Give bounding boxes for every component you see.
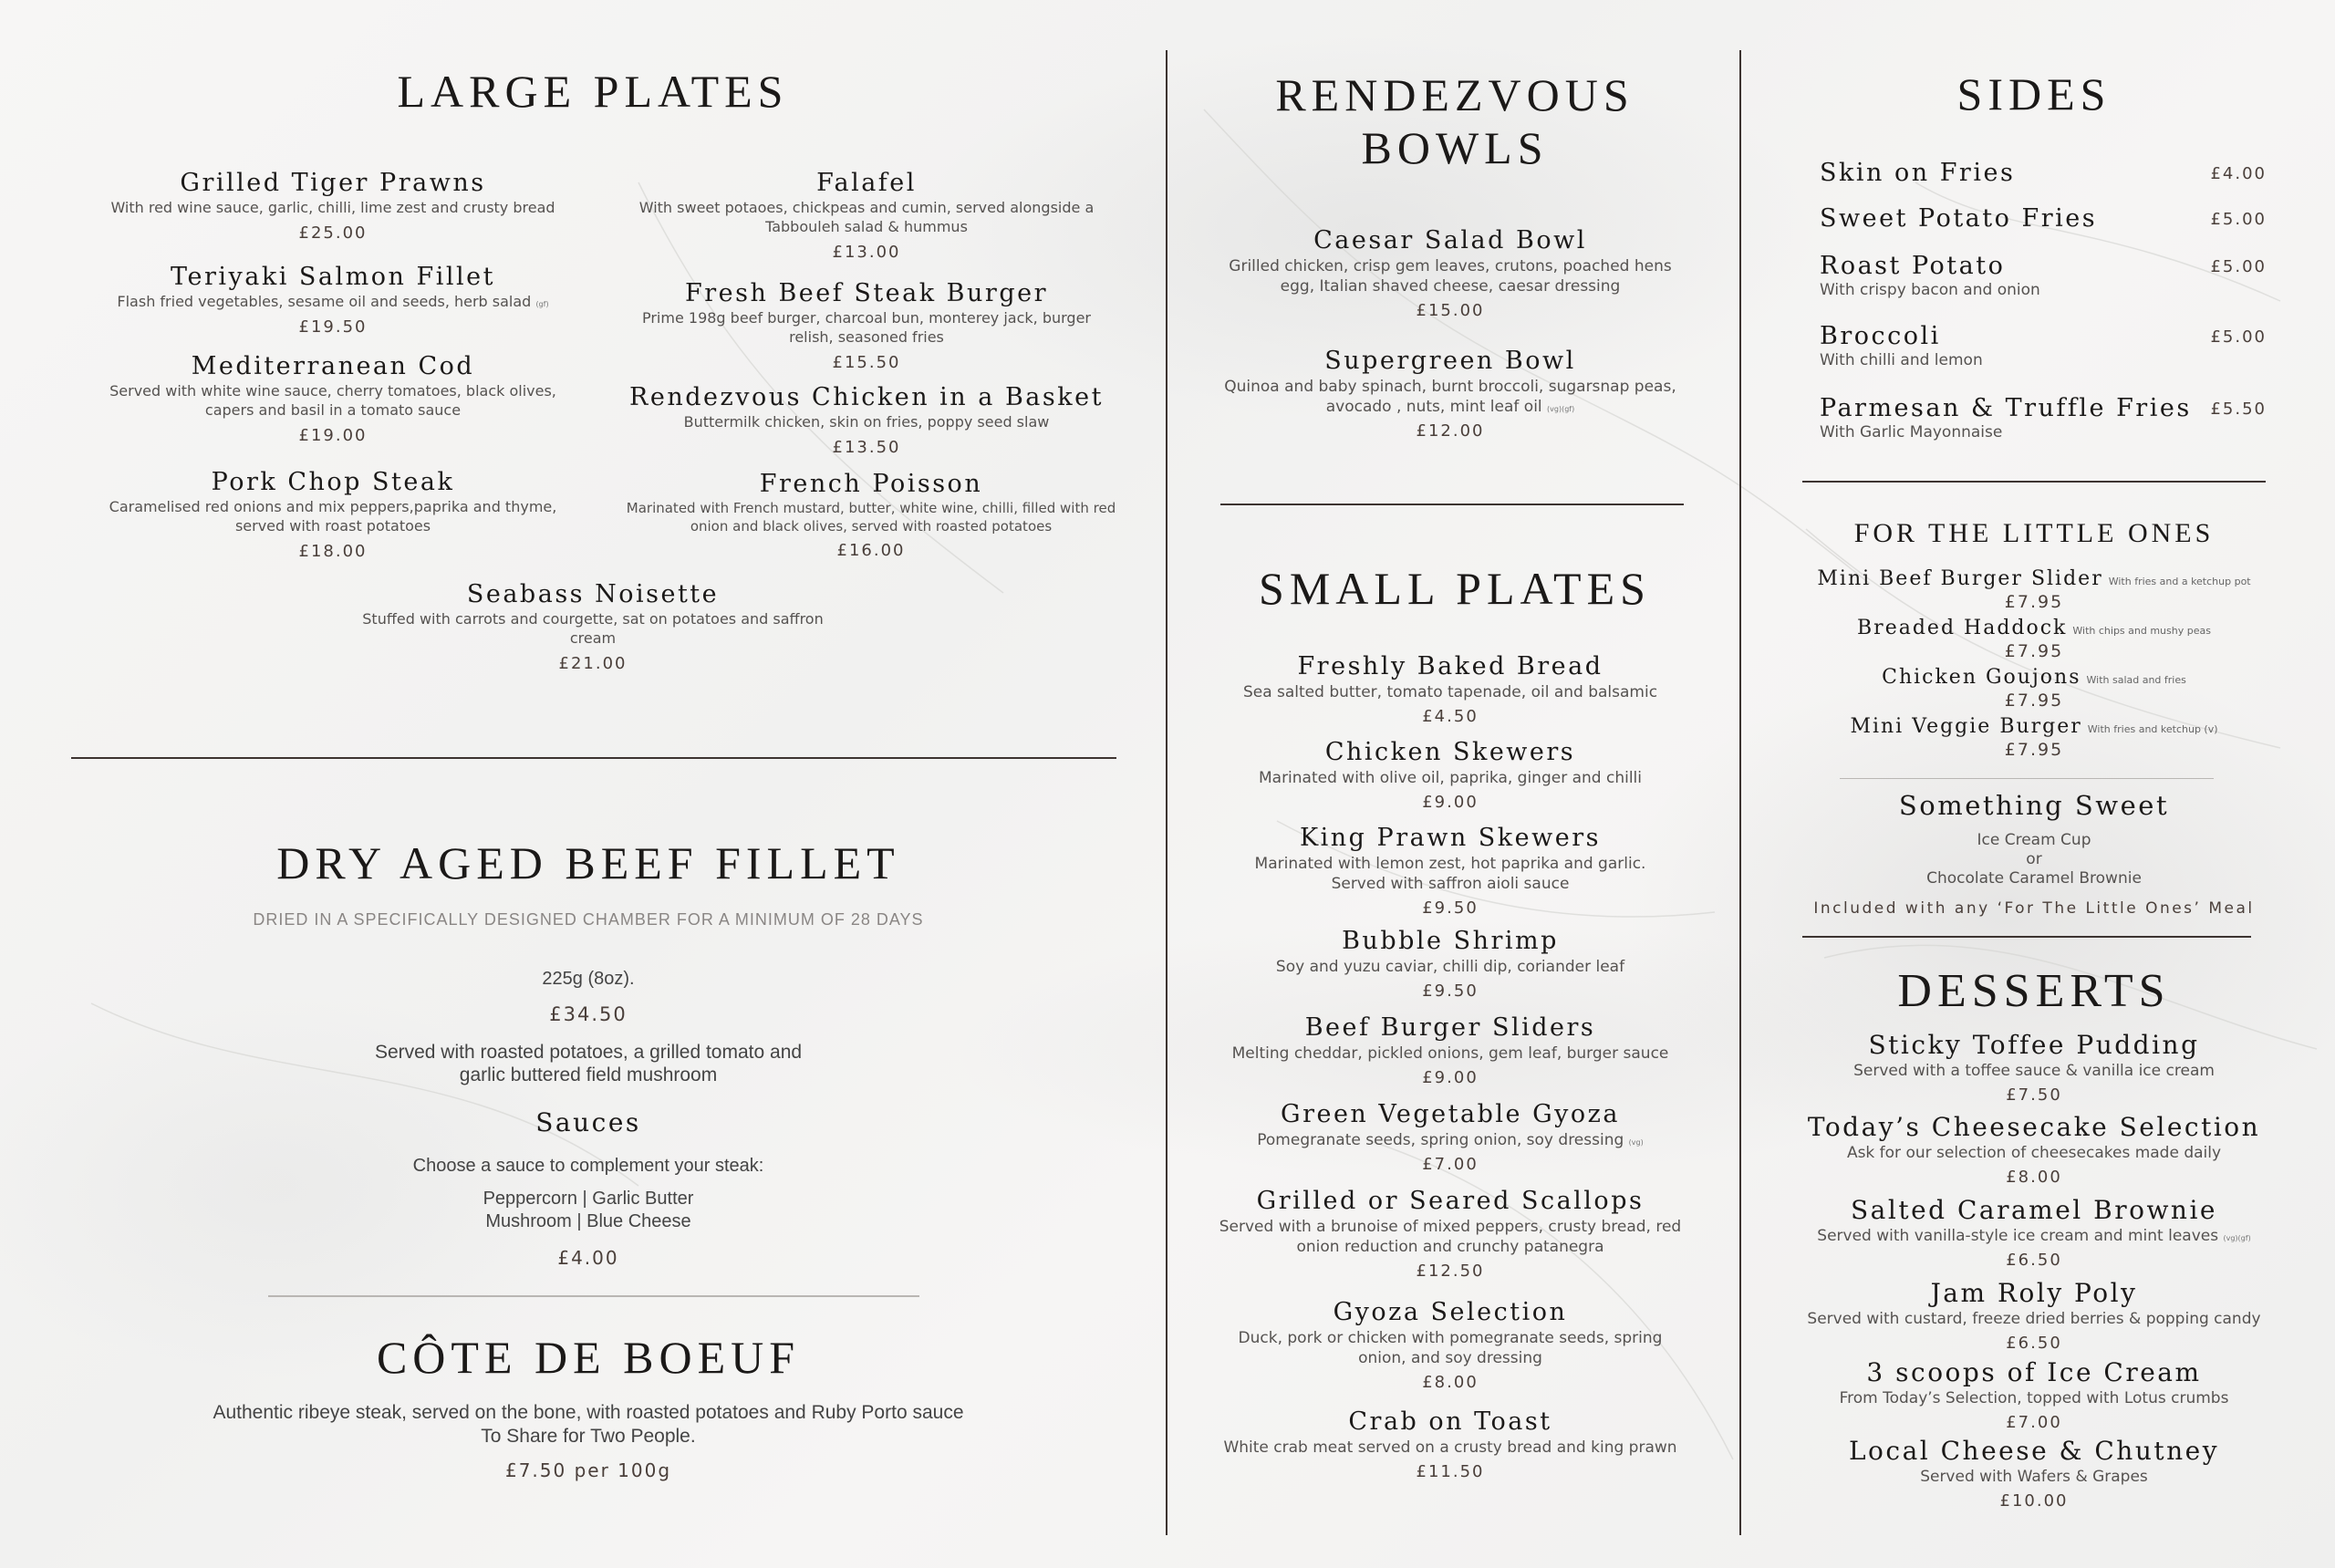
item-description: Melting cheddar, pickled onions, gem leaf, burger sauce bbox=[1231, 1044, 1669, 1064]
menu-item bbox=[1195, 652, 1706, 726]
item-name: Mini Veggie Burger bbox=[1850, 715, 2082, 738]
item-description: Sea salted butter, tomato tapenade, oil and balsamic bbox=[1242, 683, 1658, 702]
item-description: Marinated with lemon zest, hot paprika and garlic. Served with saffron aioli sauce bbox=[1254, 855, 1646, 894]
item-description: Grilled chicken, crisp gem leaves, crutons, poached hens egg, Italian shaved cheese, caesar dressing bbox=[1229, 257, 1672, 296]
section-title-small-plates: SMALL PLATES bbox=[1259, 563, 1651, 614]
item-description: Served with custard, freeze dried berries & popping candy bbox=[1807, 1310, 2261, 1329]
item-name: Falafel bbox=[816, 169, 917, 197]
item-description: Buttermilk chicken, skin on fries, poppy seed slaw bbox=[683, 413, 1050, 431]
dietary-tag: (vg)(gf) bbox=[1547, 405, 1575, 414]
item-name: Mediterranean Cod bbox=[191, 352, 475, 380]
item-price: £9.50 bbox=[1422, 898, 1479, 919]
column-divider-left bbox=[1166, 50, 1168, 1535]
dietary-tag: (vg) bbox=[1628, 1138, 1644, 1147]
item-name: Mini Beef Burger Slider bbox=[1817, 567, 2103, 590]
dry-aged-price: £34.50 bbox=[549, 1003, 628, 1025]
item-description bbox=[82, 293, 584, 312]
kids-item bbox=[1792, 715, 2276, 760]
item-price: £19.00 bbox=[298, 425, 368, 445]
item-price: £13.50 bbox=[832, 437, 901, 457]
item-name: Breaded Haddock bbox=[1857, 617, 2068, 639]
section-title-little-ones: FOR THE LITTLE ONES bbox=[1853, 518, 2215, 548]
item-price: £6.50 bbox=[2006, 1251, 2062, 1271]
item-description-text: Quinoa and baby spinach, burnt broccoli, sugarsnap peas, avocado , nuts, mint leaf oil bbox=[1224, 378, 1676, 417]
item-price: £7.95 bbox=[2004, 641, 2064, 662]
item-name: Sweet Potato Fries bbox=[1820, 204, 2098, 233]
item-description: Duck, pork or chicken with pomegranate seeds, spring onion, and soy dressing bbox=[1238, 1329, 1663, 1368]
section-title-bowls bbox=[1186, 68, 1724, 174]
item-name: Crab on Toast bbox=[1348, 1407, 1552, 1436]
cote-price: £7.50 per 100g bbox=[504, 1459, 672, 1481]
dry-aged-weight: 225g (8oz). bbox=[542, 969, 635, 989]
cote-desc-line1: Authentic ribeye steak, served on the bone, with roasted potatoes and Ruby Porto sauce bbox=[213, 1402, 964, 1423]
sauces-title: Sauces bbox=[535, 1107, 641, 1137]
item-name: Parmesan & Truffle Fries bbox=[1820, 394, 2192, 422]
item-description: Stuffed with carrots and courgette, sat on potatoes and saffron cream bbox=[362, 610, 824, 647]
item-description: With chilli and lemon bbox=[1820, 351, 1983, 370]
something-sweet-or: or bbox=[2026, 850, 2042, 868]
item-name: Freshly Baked Bread bbox=[1297, 652, 1603, 680]
item-price: £8.00 bbox=[1422, 1373, 1479, 1393]
item-price: £5.00 bbox=[2210, 327, 2267, 347]
item-description: With salad and fries bbox=[2086, 674, 2186, 686]
menu-item bbox=[91, 352, 575, 445]
item-name: French Poisson bbox=[759, 470, 983, 498]
item-name: Grilled Tiger Prawns bbox=[180, 169, 486, 197]
item-name: Chicken Skewers bbox=[1324, 738, 1576, 766]
item-name: Chicken Goujons bbox=[1882, 666, 2081, 689]
cote-desc-line2: To Share for Two People. bbox=[481, 1426, 696, 1447]
dry-aged-served-line1: Served with roasted potatoes, a grilled tomato and bbox=[374, 1042, 803, 1063]
sauces-price: £4.00 bbox=[557, 1247, 619, 1269]
menu-item bbox=[1195, 347, 1706, 441]
sauces-line2: Mushroom | Blue Cheese bbox=[485, 1211, 691, 1231]
bowls-title-line1: RENDEZVOUS bbox=[1275, 69, 1634, 120]
item-price: £9.00 bbox=[1422, 793, 1479, 813]
item-name: 3 scoops of Ice Cream bbox=[1866, 1357, 2202, 1387]
item-price: £7.95 bbox=[2004, 740, 2064, 761]
item-name: Local Cheese & Chutney bbox=[1848, 1436, 2220, 1466]
kids-item bbox=[1792, 567, 2276, 612]
side-item bbox=[1820, 322, 2267, 370]
item-price: £9.00 bbox=[1422, 1068, 1479, 1088]
item-description: Served with white wine sauce, cherry tomatoes, black olives, capers and basil in a tomato sauce bbox=[109, 382, 556, 419]
item-name: Jam Roly Poly bbox=[1930, 1278, 2138, 1308]
item-description: With fries and a ketchup pot bbox=[2108, 576, 2251, 587]
section-title-desserts: DESSERTS bbox=[1897, 965, 2171, 1017]
item-price: £5.50 bbox=[2210, 400, 2267, 419]
menu-item bbox=[1195, 226, 1706, 320]
side-item bbox=[1820, 252, 2267, 300]
something-sweet-note: Included with any ‘For The Little Ones’ Meal bbox=[1813, 899, 2255, 918]
item-price: £15.50 bbox=[832, 352, 901, 372]
menu-item bbox=[1195, 1187, 1706, 1281]
item-name: Rendezvous Chicken in a Basket bbox=[629, 383, 1104, 411]
menu-item bbox=[620, 470, 1122, 560]
item-name: Seabass Noisette bbox=[466, 580, 720, 608]
menu-item bbox=[1195, 927, 1706, 1001]
item-name: Caesar Salad Bowl bbox=[1313, 226, 1587, 254]
item-description: From Today’s Selection, topped with Lotus crumbs bbox=[1839, 1389, 2229, 1408]
menu-item bbox=[620, 169, 1113, 262]
item-description bbox=[1195, 377, 1706, 417]
item-price: £7.00 bbox=[2006, 1413, 2062, 1433]
item-description: White crab meat served on a crusty bread and king prawn bbox=[1223, 1438, 1677, 1458]
dietary-tag: (vg)(gf) bbox=[2223, 1234, 2251, 1243]
item-description: With fries and ketchup (v) bbox=[2087, 723, 2218, 735]
something-sweet-title: Something Sweet bbox=[1898, 790, 2170, 821]
item-name: Bubble Shrimp bbox=[1342, 927, 1559, 955]
item-name: King Prawn Skewers bbox=[1299, 824, 1601, 852]
dry-aged-served-line2: garlic buttered field mushroom bbox=[459, 1064, 718, 1085]
dessert-item bbox=[1779, 1358, 2289, 1432]
item-name: Roast Potato bbox=[1820, 252, 2006, 280]
bowls-title-line2: BOWLS bbox=[1361, 122, 1549, 173]
item-description: Served with a toffee sauce & vanilla ice cream bbox=[1853, 1062, 2215, 1081]
menu-item bbox=[1195, 738, 1706, 812]
menu-item bbox=[1195, 1013, 1706, 1087]
item-description: Ask for our selection of cheesecakes made daily bbox=[1846, 1144, 2222, 1163]
item-description: With chips and mushy peas bbox=[2072, 625, 2211, 637]
item-description bbox=[1779, 1226, 2289, 1246]
item-price: £7.95 bbox=[2004, 691, 2064, 711]
item-name: Gyoza Selection bbox=[1333, 1298, 1568, 1326]
item-price: £7.50 bbox=[2006, 1085, 2062, 1106]
item-name: Green Vegetable Gyoza bbox=[1281, 1100, 1620, 1128]
divider-large-plates bbox=[71, 757, 1116, 759]
menu-item bbox=[82, 169, 584, 243]
menu-item bbox=[1195, 1100, 1706, 1174]
item-price: £18.00 bbox=[298, 541, 368, 561]
section-title-sides: SIDES bbox=[1956, 68, 2112, 119]
item-name: Pork Chop Steak bbox=[211, 468, 455, 496]
item-price: £11.50 bbox=[1416, 1462, 1485, 1482]
item-name: Broccoli bbox=[1820, 322, 1941, 350]
item-price: £9.50 bbox=[1422, 981, 1479, 1002]
menu-item bbox=[620, 279, 1113, 372]
item-description: Served with a brunoise of mixed peppers, crusty bread, red onion reduction and crunchy patanegra bbox=[1219, 1218, 1682, 1257]
dessert-item bbox=[1779, 1437, 2289, 1511]
item-description: Soy and yuzu caviar, chilli dip, coriander leaf bbox=[1275, 958, 1625, 977]
divider-little-ones-bottom bbox=[1802, 936, 2251, 938]
dry-aged-subtitle: DRIED IN A SPECIFICALLY DESIGNED CHAMBER FOR A MINIMUM OF 28 DAYS bbox=[253, 910, 924, 929]
item-description: Marinated with French mustard, butter, white wine, chilli, filled with red onion and black olives, served with roasted potatoes bbox=[626, 500, 1116, 535]
item-price: £12.50 bbox=[1416, 1262, 1485, 1282]
item-price: £5.00 bbox=[2210, 257, 2267, 276]
kids-item bbox=[1792, 666, 2276, 711]
item-description: Prime 198g beef burger, charcoal bun, monterey jack, burger relish, seasoned fries bbox=[641, 309, 1091, 346]
item-price: £4.00 bbox=[2210, 164, 2267, 183]
item-description: With sweet potaoes, chickpeas and cumin, served alongside a Tabbouleh salad & hummus bbox=[638, 199, 1095, 235]
item-price: £4.50 bbox=[1422, 707, 1479, 727]
divider-bowls bbox=[1220, 504, 1684, 505]
dietary-tag: (gf) bbox=[535, 300, 549, 309]
item-name: Today’s Cheesecake Selection bbox=[1807, 1112, 2261, 1142]
menu-item bbox=[82, 263, 584, 337]
section-title-large-plates: LARGE PLATES bbox=[397, 66, 789, 117]
item-description: Served with Wafers & Grapes bbox=[1920, 1468, 2148, 1487]
divider-sides bbox=[1802, 481, 2266, 483]
menu-item bbox=[91, 468, 575, 561]
side-item bbox=[1820, 159, 2267, 187]
column-divider-right bbox=[1739, 50, 1741, 1535]
item-description: With crispy bacon and onion bbox=[1820, 281, 2040, 300]
sauces-line1: Peppercorn | Garlic Butter bbox=[483, 1189, 694, 1209]
item-price: £15.00 bbox=[1416, 301, 1485, 321]
kids-item bbox=[1792, 617, 2276, 661]
side-item bbox=[1820, 394, 2267, 442]
item-description-text: Pomegranate seeds, spring onion, soy dressing bbox=[1257, 1131, 1624, 1150]
item-name: Grilled or Seared Scallops bbox=[1256, 1187, 1645, 1215]
item-description: With Garlic Mayonnaise bbox=[1820, 423, 2003, 442]
something-sweet-option-2: Chocolate Caramel Brownie bbox=[1926, 869, 2142, 888]
item-price: £8.00 bbox=[2006, 1168, 2062, 1188]
section-title-dry-aged-beef: DRY AGED BEEF FILLET bbox=[276, 837, 900, 888]
menu-item bbox=[1195, 1407, 1706, 1481]
something-sweet-option-1: Ice Cream Cup bbox=[1977, 831, 2091, 849]
item-price: £19.50 bbox=[298, 317, 368, 337]
divider-little-ones bbox=[1840, 778, 2214, 779]
item-name: Supergreen Bowl bbox=[1324, 347, 1576, 375]
menu-item bbox=[620, 383, 1113, 457]
item-name: Sticky Toffee Pudding bbox=[1868, 1030, 2200, 1060]
menu-item bbox=[342, 580, 844, 673]
item-description-text: Served with vanilla-style ice cream and mint leaves bbox=[1817, 1227, 2219, 1246]
item-description-text: Flash fried vegetables, sesame oil and seeds, herb salad bbox=[117, 293, 532, 311]
dessert-item bbox=[1779, 1196, 2289, 1270]
item-description bbox=[1195, 1130, 1706, 1150]
section-title-cote-de-boeuf: CÔTE DE BOEUF bbox=[376, 1332, 801, 1383]
item-price: £6.50 bbox=[2006, 1334, 2062, 1354]
item-description: Marinated with olive oil, paprika, ginger and chilli bbox=[1258, 769, 1643, 788]
item-name: Teriyaki Salmon Fillet bbox=[171, 263, 495, 291]
item-price: £16.00 bbox=[836, 541, 906, 561]
item-price: £13.00 bbox=[832, 242, 901, 262]
menu-item bbox=[1195, 824, 1706, 918]
menu-item bbox=[1195, 1298, 1706, 1392]
item-price: £12.00 bbox=[1416, 421, 1485, 441]
item-price: £25.00 bbox=[298, 223, 368, 243]
sauces-intro: Choose a sauce to complement your steak: bbox=[412, 1156, 764, 1176]
side-item bbox=[1820, 204, 2267, 233]
item-name: Salted Caramel Brownie bbox=[1851, 1195, 2217, 1225]
dessert-item bbox=[1779, 1031, 2289, 1105]
item-description: Caramelised red onions and mix peppers,paprika and thyme, served with roast potatoes bbox=[109, 498, 557, 535]
item-description: With red wine sauce, garlic, chilli, lime zest and crusty bread bbox=[110, 199, 555, 217]
item-price: £7.95 bbox=[2004, 592, 2064, 613]
item-name: Fresh Beef Steak Burger bbox=[685, 279, 1048, 307]
item-price: £10.00 bbox=[1999, 1491, 2069, 1511]
item-name: Skin on Fries bbox=[1820, 159, 2016, 187]
item-price: £7.00 bbox=[1422, 1155, 1479, 1175]
divider-beef bbox=[268, 1295, 919, 1297]
item-price: £5.00 bbox=[2210, 210, 2267, 229]
item-price: £21.00 bbox=[558, 653, 628, 673]
item-name: Beef Burger Sliders bbox=[1304, 1013, 1596, 1042]
dessert-item bbox=[1779, 1113, 2289, 1187]
dessert-item bbox=[1779, 1279, 2289, 1353]
